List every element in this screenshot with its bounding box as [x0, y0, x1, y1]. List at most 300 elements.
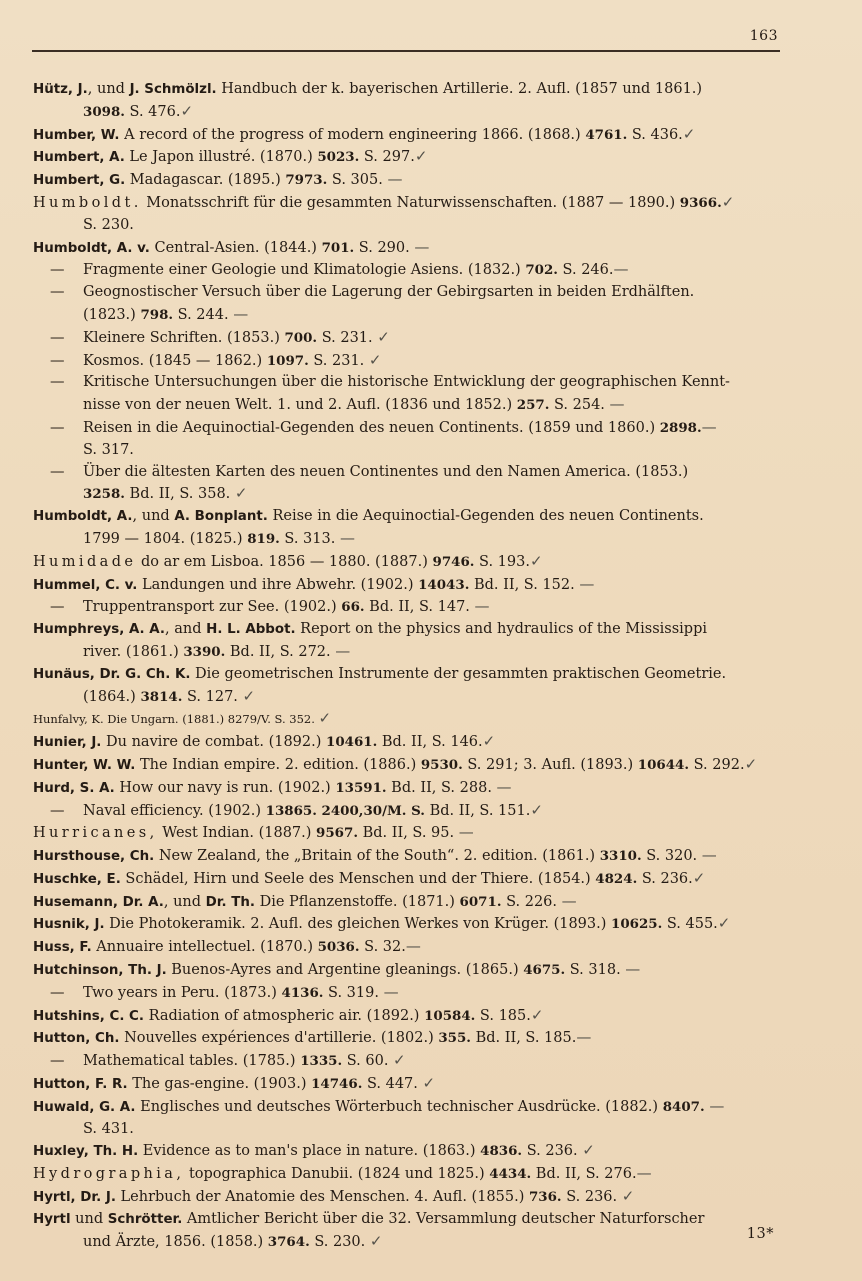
ditto-dash: — — [50, 463, 65, 480]
entry-text: 1799 — 1804. (1825.) — [83, 530, 248, 547]
entry-line — [33, 327, 781, 350]
entry-line — [33, 79, 781, 101]
entry-text: S. 236. — [561, 1189, 622, 1206]
entry-continuation-line — [33, 483, 781, 506]
entry-text: Handbuch der k. bayerischen Artillerie. 2. Aufl. (1857 und 1861.) — [216, 81, 703, 97]
index-subentry — [33, 800, 781, 823]
entry-line — [33, 845, 781, 868]
handwritten-mark: — — [405, 937, 421, 956]
index-subentry — [33, 982, 781, 1005]
handwritten-mark: — — [579, 574, 595, 593]
entry-text: Über die ältesten Karten des neuen Continentes und den Namen America. (1853.) — [83, 463, 689, 480]
entry-text: S. 320. — [641, 848, 702, 865]
entry-continuation-line — [33, 304, 781, 327]
signature-mark: 13* — [746, 1226, 774, 1242]
entry-line — [33, 124, 781, 147]
entry-text: und — [70, 1210, 108, 1227]
entry-line — [33, 982, 781, 1005]
entry-text: Die geometrischen Instrumente der gesammten praktischen Geometrie. — [190, 665, 727, 682]
catalog-number: 10625. — [611, 916, 663, 933]
entry-line — [33, 506, 781, 528]
entry-text: , und — [163, 893, 206, 910]
entry-text: Englisches und deutsches Wörterbuch technischer Ausdrücke. (1882.) — [135, 1098, 663, 1115]
entry-text: Hunfalvy, K. Die Ungarn. (1881.) 8279/V. S. 352. — [33, 712, 319, 727]
handwritten-mark: ✓ — [414, 147, 428, 166]
catalog-number: 3258. — [83, 486, 125, 503]
ditto-dash: — — [50, 262, 65, 279]
handwritten-mark: — — [496, 777, 512, 796]
catalog-number: 4136. — [281, 984, 324, 1001]
index-entry — [33, 1073, 781, 1096]
entry-line — [33, 822, 781, 845]
index-entry-list — [33, 79, 781, 1253]
author-name: Husnik, J. — [33, 917, 105, 933]
catalog-number: 9567. — [316, 825, 358, 842]
handwritten-mark: — — [474, 597, 490, 616]
entry-text: Lehrbuch der Anatomie des Menschen. 4. Aufl. (1855.) — [115, 1189, 529, 1206]
author-name: Humboldt, A. — [33, 509, 133, 525]
entry-text: S. 231. — [317, 329, 378, 346]
entry-text: Annuaire intellectuel. (1870.) — [91, 939, 318, 956]
entry-text: Bd. II, S. 288. — [386, 779, 497, 796]
entry-text: Buenos-Ayres and Argentine gleanings. (1865.) — [166, 962, 524, 979]
author-name: Hunäus, Dr. G. Ch. K. — [33, 666, 191, 682]
catalog-number: 2898. — [659, 419, 702, 436]
ditto-dash: — — [50, 984, 65, 1001]
author-name: H. L. Abbot. — [206, 622, 296, 638]
header-rule — [32, 50, 780, 52]
index-entry — [33, 936, 781, 959]
entry-text: Bd. II, S. 276. — [531, 1166, 637, 1183]
author-name: A. Bonplant. — [174, 509, 268, 525]
index-subentry — [33, 372, 781, 417]
entry-text: S. 436. — [627, 126, 683, 143]
catalog-number: 1335. — [300, 1053, 343, 1070]
index-entry — [33, 574, 781, 597]
index-entry — [33, 1140, 781, 1163]
index-entry — [33, 1209, 781, 1254]
entry-text: Central-Asien. (1844.) — [149, 239, 322, 256]
entry-text: S. 236. — [522, 1143, 583, 1160]
index-entry — [33, 169, 781, 192]
ditto-dash: — — [50, 329, 65, 346]
ditto-dash: — — [50, 599, 65, 616]
entry-line — [33, 372, 781, 394]
entry-line — [33, 959, 781, 982]
handwritten-mark: ✓ — [621, 1187, 635, 1206]
catalog-number: 9530. — [420, 756, 463, 773]
entry-line — [33, 1163, 781, 1186]
entry-text: Kleinere Schriften. (1853.) — [83, 329, 285, 346]
entry-line — [33, 1096, 781, 1119]
catalog-number: 13865. — [265, 802, 317, 819]
entry-text: Die Pflanzenstoffe. (1871.) — [254, 893, 460, 910]
entry-text: S. 319. — [323, 984, 384, 1001]
entry-text: Amtlicher Bericht über die 32. Versammlung deutscher Naturforscher — [182, 1210, 705, 1227]
entry-text: Le Japon illustré. (1870.) — [124, 149, 318, 166]
entry-line — [33, 936, 781, 959]
catalog-number: 736. — [528, 1189, 562, 1206]
handwritten-mark: ✓ — [529, 551, 543, 570]
entry-text: S. 291; 3. Aufl. (1893.) — [462, 756, 638, 773]
entry-text: Evidence as to man's place in nature. (1863.) — [138, 1143, 481, 1160]
author-name: Hyrtl, Dr. J. — [33, 1190, 116, 1206]
entry-text: The Indian empire. 2. edition. (1886.) — [135, 756, 421, 773]
entry-text: Fragmente einer Geologie und Klimatologie Asiens. (1832.) — [83, 262, 526, 279]
handwritten-mark: ✓ — [482, 732, 496, 751]
entry-text: Radiation of atmospheric air. (1892.) — [143, 1007, 425, 1024]
entry-text: topographica Danubii. (1824 und 1825.) — [184, 1166, 490, 1183]
entry-text: S. 318. — [565, 962, 626, 979]
index-entry — [33, 959, 781, 982]
index-entry — [33, 124, 781, 147]
entry-line — [33, 777, 781, 800]
handwritten-mark: ✓ — [234, 484, 248, 503]
catalog-number: 2400,30/M. S. — [321, 802, 425, 819]
author-name: J. Schmölzl. — [129, 82, 217, 97]
catalog-number: 10644. — [637, 756, 690, 773]
entry-text: S. 244. — [173, 306, 234, 323]
handwritten-mark: ✓ — [377, 327, 390, 346]
entry-text: Bd. II, S. 146. — [377, 734, 483, 751]
index-entry — [33, 146, 781, 169]
entry-text: , and — [165, 621, 207, 638]
handwritten-mark: — — [704, 1096, 725, 1115]
entry-text: river. (1861.) — [83, 643, 184, 660]
entry-text: S. 230. — [83, 216, 134, 233]
entry-text: Mathematical tables. (1785.) — [83, 1053, 301, 1070]
index-subentry — [33, 259, 781, 282]
handwritten-mark: — — [561, 891, 577, 910]
entry-text: Bd. II, S. 151. — [424, 802, 531, 819]
author-name: Huxley, Th. H. — [33, 1144, 139, 1160]
catalog-number: 4836. — [480, 1143, 523, 1160]
catalog-number: 3310. — [599, 848, 642, 865]
page-number: 163 — [749, 28, 778, 44]
entry-continuation-line — [33, 1231, 781, 1254]
index-entry — [33, 506, 781, 551]
handwritten-mark: ✓ — [717, 914, 731, 933]
author-name: Huss, F. — [33, 940, 92, 956]
handwritten-mark: — — [233, 304, 249, 323]
entry-text: S. 236. — [637, 870, 693, 887]
handwritten-mark: ✓ — [422, 1074, 436, 1093]
entry-line — [33, 1027, 781, 1050]
entry-text: S. 185. — [475, 1007, 531, 1024]
entry-text: Naval efficiency. (1902.) — [83, 802, 266, 819]
catalog-number: 355. — [438, 1030, 471, 1047]
handwritten-mark: ✓ — [530, 1005, 544, 1024]
author-name: Hunter, W. W. — [33, 757, 136, 773]
index-subentry — [33, 282, 781, 327]
handwritten-mark: — — [576, 1028, 592, 1047]
entry-text: S. 317. — [83, 441, 134, 458]
catalog-number: 14043. — [418, 576, 470, 593]
entry-line — [33, 913, 781, 936]
catalog-number: 798. — [140, 306, 174, 323]
entry-line — [33, 417, 781, 440]
catalog-number: 6071. — [459, 893, 502, 910]
entry-text: Kosmos. (1845 — 1862.) — [83, 352, 267, 369]
author-name: Hutshins, C. C. — [33, 1008, 144, 1024]
catalog-number: 10461. — [326, 734, 378, 751]
entry-text: S. 226. — [501, 893, 562, 910]
entry-line — [33, 664, 781, 686]
entry-continuation-line — [33, 686, 781, 709]
entry-text: S. 230. — [309, 1233, 370, 1250]
entry-continuation-line — [33, 440, 781, 462]
entry-line — [33, 462, 781, 484]
catalog-number: 5036. — [317, 939, 360, 956]
handwritten-mark: ✓ — [530, 800, 543, 819]
entry-text: S. 292. — [689, 756, 745, 773]
catalog-number: 66. — [341, 599, 365, 616]
entry-text: do ar em Lisboa. 1856 — 1880. (1887.) — [136, 553, 433, 570]
ditto-dash: — — [50, 284, 65, 301]
author-name: Hummel, C. v. — [33, 577, 138, 593]
handwritten-mark: — — [701, 417, 717, 436]
catalog-number: 701. — [321, 239, 355, 256]
entry-line — [33, 146, 781, 169]
author-name: Huschke, E. — [33, 871, 121, 887]
entry-text: S. 447. — [362, 1076, 423, 1093]
entry-continuation-line — [33, 394, 781, 417]
index-subentry — [33, 596, 781, 619]
entry-text: S. 246. — [557, 262, 614, 279]
entry-text: Landungen und ihre Abwehr. (1902.) — [137, 576, 419, 593]
handwritten-mark: ✓ — [180, 101, 194, 120]
entry-continuation-line — [33, 215, 781, 237]
handwritten-mark: ✓ — [369, 1231, 383, 1250]
entry-text: S. 60. — [342, 1053, 394, 1070]
catalog-number: 10584. — [424, 1007, 476, 1024]
index-entry — [33, 777, 781, 800]
handwritten-mark: — — [625, 960, 641, 979]
index-entry — [33, 913, 781, 936]
handwritten-mark: — — [387, 170, 403, 189]
entry-line — [33, 282, 781, 304]
entry-continuation-line — [33, 101, 781, 124]
catalog-number: 5023. — [317, 149, 360, 166]
index-entry — [33, 822, 781, 845]
author-name: Dr. Th. — [205, 894, 255, 910]
handwritten-mark: — — [335, 641, 351, 660]
index-entry — [33, 731, 781, 754]
index-entry — [33, 1163, 781, 1186]
author-name: Hursthouse, Ch. — [33, 849, 155, 865]
catalog-number: 7973. — [285, 172, 328, 189]
entry-line — [33, 754, 781, 777]
handwritten-mark: — — [414, 237, 430, 256]
entry-text: West Indian. (1887.) — [157, 825, 317, 842]
author-name: Hutton, Ch. — [33, 1031, 120, 1047]
index-entry — [33, 845, 781, 868]
entry-line — [33, 1005, 781, 1028]
entry-line — [33, 1073, 781, 1096]
entry-text: S. 297. — [359, 149, 415, 166]
entry-text: nisse von der neuen Welt. 1. und 2. Aufl. (1836 und 1852.) — [83, 397, 517, 414]
entry-text: A record of the progress of modern engineering 1866. (1868.) — [119, 126, 586, 143]
catalog-number: 700. — [284, 329, 318, 346]
author-name: Hutton, F. R. — [33, 1077, 128, 1093]
entry-line — [33, 1209, 781, 1231]
entry-text: S. 193. — [474, 553, 530, 570]
ditto-dash: — — [50, 802, 65, 819]
index-subentry — [33, 417, 781, 462]
spaced-title: Humidade — [33, 553, 137, 570]
catalog-number: 4824. — [595, 870, 638, 887]
entry-line — [33, 891, 781, 914]
entry-text: How our navy is run. (1902.) — [114, 779, 336, 796]
catalog-number: 3814. — [140, 688, 183, 705]
catalog-number: 3098. — [83, 103, 125, 120]
ditto-dash: — — [50, 374, 65, 391]
entry-text: und Ärzte, 1856. (1858.) — [83, 1233, 268, 1250]
catalog-number: 9746. — [432, 553, 475, 570]
entry-text: (1864.) — [83, 688, 141, 705]
entry-text: Bd. II, S. 358. — [124, 486, 235, 503]
author-name: Schrötter. — [107, 1211, 183, 1227]
entry-text: Madagascar. (1895.) — [125, 172, 286, 189]
entry-line — [33, 868, 781, 891]
entry-text: Bd. II, S. 147. — [364, 599, 475, 616]
entry-text: , und — [87, 81, 130, 97]
handwritten-mark: — — [636, 1164, 652, 1183]
entry-line — [33, 596, 781, 619]
entry-line — [33, 237, 781, 260]
entry-text: S. 290. — [354, 239, 415, 256]
author-name: Humphreys, A. A. — [33, 622, 166, 638]
index-entry — [33, 237, 781, 260]
author-name: Humber, W. — [33, 127, 120, 143]
entry-continuation-line — [33, 1119, 781, 1141]
spaced-title: Hurricanes, — [33, 825, 158, 842]
entry-continuation-line — [33, 641, 781, 664]
entry-line — [33, 350, 781, 373]
entry-text: S. 455. — [662, 916, 718, 933]
author-name: Hutchinson, Th. J. — [33, 963, 167, 979]
handwritten-mark: — — [613, 260, 629, 279]
ditto-dash: — — [50, 352, 65, 369]
entry-line — [33, 574, 781, 597]
index-entry — [33, 1186, 781, 1209]
handwritten-mark: ✓ — [721, 192, 735, 211]
entry-text: Reisen in die Aequinoctial-Gegenden des neuen Continents. (1859 und 1860.) — [83, 419, 660, 436]
author-name: Hurd, S. A. — [33, 780, 115, 796]
catalog-number: 1097. — [266, 352, 309, 369]
entry-line — [33, 1186, 781, 1209]
handwritten-mark: ✓ — [242, 686, 256, 705]
entry-line — [33, 551, 781, 574]
entry-text: Report on the physics and hydraulics of the Mississippi — [295, 621, 707, 638]
entry-line — [33, 800, 781, 823]
handwritten-mark: ✓ — [682, 124, 696, 143]
spaced-title: Humboldt. — [33, 194, 142, 211]
ditto-dash: — — [50, 1053, 65, 1070]
entry-text: Two years in Peru. (1873.) — [83, 984, 282, 1001]
author-name: Hunier, J. — [33, 735, 102, 751]
index-entry — [33, 1005, 781, 1028]
entry-text: Monatsschrift für die gesammten Naturwissenschaften. (1887 — 1890.) — [141, 194, 680, 211]
handwritten-mark: ✓ — [582, 1141, 595, 1160]
entry-text: Reise in die Aequinoctial-Gegenden des neuen Continents. — [267, 508, 704, 525]
entry-line — [33, 169, 781, 192]
entry-text: Bd. II, S. 272. — [225, 643, 336, 660]
entry-line — [33, 1140, 781, 1163]
catalog-number: 3390. — [183, 643, 226, 660]
author-name: Hyrtl — [33, 1211, 71, 1227]
author-name: Hütz, J. — [33, 82, 88, 97]
entry-text: New Zealand, the „Britain of the South“. 2. edition. (1861.) — [154, 848, 600, 865]
author-name: Husemann, Dr. A. — [33, 894, 164, 910]
entry-line — [33, 708, 781, 731]
index-entry — [33, 1027, 781, 1050]
index-entry — [33, 1096, 781, 1141]
entry-text: Bd. II, S. 185. — [470, 1030, 577, 1047]
entry-text: S. 431. — [83, 1120, 134, 1137]
spaced-title: Hydrographia, — [33, 1166, 185, 1183]
index-entry — [33, 192, 781, 237]
entry-text: Bd. II, S. 95. — [357, 825, 459, 842]
handwritten-mark: — — [383, 982, 399, 1001]
entry-text: Kritische Untersuchungen über die historische Entwicklung der geographischen Kennt- — [83, 374, 730, 391]
catalog-number: 819. — [247, 530, 280, 547]
entry-text: S. 313. — [279, 530, 340, 547]
catalog-number: 257. — [516, 397, 550, 414]
handwritten-mark: — — [609, 395, 625, 414]
entry-line — [33, 731, 781, 754]
index-subentry — [33, 462, 781, 507]
entry-line — [33, 192, 781, 215]
catalog-number: 4761. — [585, 126, 628, 143]
author-name: Humbert, G. — [33, 173, 126, 189]
index-subentry — [33, 1050, 781, 1073]
index-entry — [33, 79, 781, 124]
entry-line — [33, 1050, 781, 1073]
handwritten-mark: — — [701, 846, 717, 865]
entry-text: Geognostischer Versuch über die Lagerung der Gebirgsarten in beiden Erdhälften. — [83, 284, 695, 301]
entry-text: S. 231. — [308, 352, 369, 369]
index-entry — [33, 551, 781, 574]
index-entry — [33, 891, 781, 914]
handwritten-mark: ✓ — [692, 868, 706, 887]
entry-text: Du navire de combat. (1892.) — [101, 734, 327, 751]
entry-text: S. 476. — [124, 103, 181, 120]
entry-text: Bd. II, S. 152. — [469, 576, 580, 593]
entry-text: Truppentransport zur See. (1902.) — [83, 599, 342, 616]
handwritten-mark: ✓ — [744, 754, 758, 773]
index-entry — [33, 619, 781, 664]
entry-text: Nouvelles expériences d'artillerie. (1802.) — [119, 1030, 439, 1047]
catalog-number: 4434. — [489, 1166, 532, 1183]
catalog-number: 8407. — [662, 1098, 705, 1115]
handwritten-mark: ✓ — [393, 1051, 406, 1070]
ditto-dash: — — [50, 419, 65, 436]
catalog-number: 14746. — [311, 1076, 363, 1093]
catalog-number: 702. — [525, 262, 558, 279]
catalog-number: 9366. — [679, 194, 722, 211]
entry-text: (1823.) — [83, 306, 141, 323]
entry-text: S. 127. — [182, 688, 243, 705]
author-name: Humboldt, A. v. — [33, 240, 150, 256]
entry-text: , und — [132, 508, 175, 525]
entry-line — [33, 619, 781, 641]
catalog-number: 13591. — [335, 779, 387, 796]
handwritten-mark: — — [339, 528, 355, 547]
entry-line — [33, 259, 781, 282]
entry-text: Schädel, Hirn und Seele des Menschen und der Thiere. (1854.) — [120, 870, 596, 887]
index-entry — [33, 754, 781, 777]
